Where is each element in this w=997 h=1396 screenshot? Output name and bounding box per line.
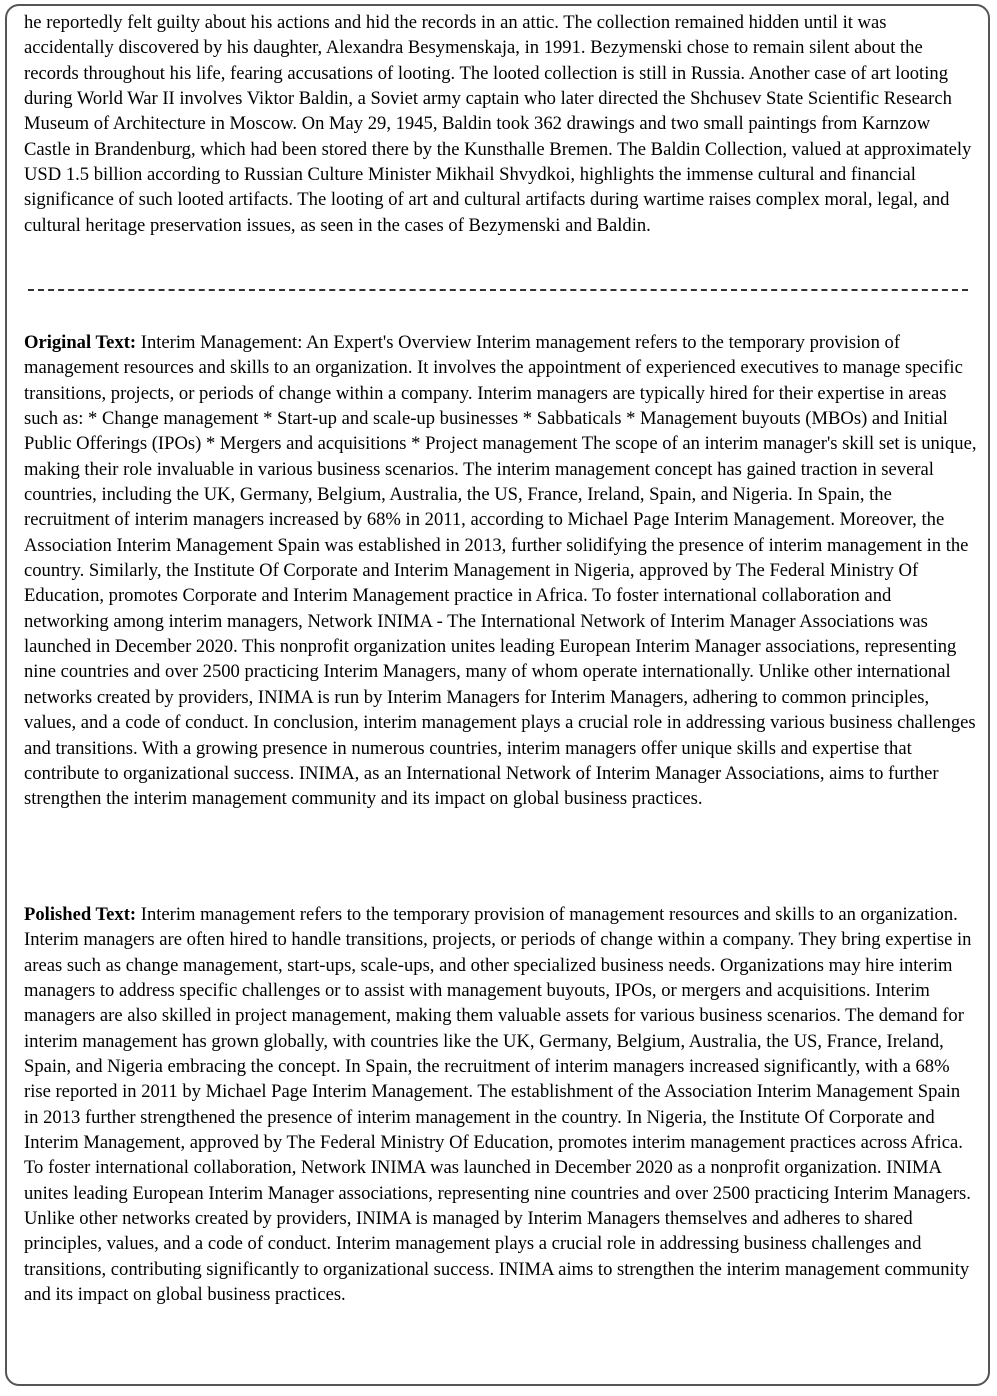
continuation-text: he reportedly felt guilty about his actions and hid the records in an attic. The collection remained hidden until it was accidentally discovered by his daughter, Alexandra Besymenskaja, in 1991. Bezymenski chose to remain silent about the records throughout his life, fearing accusations of looting. The looted collection is still in Russia. Another case of art looting during World War II involves Viktor Baldin, a Soviet army captain who later directed the Shchusev State Scientific Research Museum of Architecture in Moscow. On May 29, 1945, Baldin took 362 drawings and two small paintings from Karnzow Castle in Brandenburg, which had been stored there by the Kunsthalle Bremen. The Baldin Collection, valued at approximately USD 1.5 billion according to Russian Culture Minister Mikhail Shvydkoi, highlights the immense cultural and financial significance of such looted artifacts. The looting of art and cultural artifacts during wartime raises complex moral, legal, and cultural heritage preservation issues, as seen in the cases of Bezymenski and Baldin. xyxy=(24,12,972,236)
polished-text-section xyxy=(24,902,979,1308)
polished-text-body: Interim management refers to the temporary provision of management resources and skills to an organization. Interim managers are often hired to handle transitions, projects, or periods of change within a company. They bring expertise in areas such as change management, start-ups, scale-ups, and other specialized business needs. Organizations may hire interim managers to address specific challenges or to assist with management buyouts, IPOs, or mergers and acquisitions. Interim managers are also skilled in project management, making them valuable assets for various business scenarios. The demand for interim management has grown globally, with countries like the UK, Germany, Belgium, Australia, the US, France, Ireland, Spain, and Nigeria embracing the concept. In Spain, the recruitment of interim managers increased significantly, with a 68% rise reported in 2011 by Michael Page Interim Management. The establishment of the Association Interim Management Spain in 2013 further strengthened the presence of interim management in the country. In Nigeria, the Institute Of Corporate and Interim Management, approved by The Federal Ministry Of Education, promotes interim management practices across Africa. To foster international collaboration, Network INIMA was launched in December 2020 as a nonprofit organization. INIMA unites leading European Interim Manager associations, representing nine countries and over 2500 practicing Interim Managers. Unlike other networks created by providers, INIMA is managed by Interim Managers themselves and adheres to shared principles, values, and a code of conduct. Interim management plays a crucial role in addressing business challenges and transitions, contributing significantly to organizational success. INIMA aims to strengthen the interim management community and its impact on global business practices. xyxy=(24,904,972,1306)
polished-text-label: Polished Text: xyxy=(24,904,137,925)
dashed-separator xyxy=(28,289,968,291)
original-text-body: Interim Management: An Expert's Overview Interim management refers to the temporary provision of management resources and skills to an organization. It involves the appointment of experienced executives to manage specific transitions, projects, or periods of change within a company. Interim managers are typically hired for their expertise in areas such as: * Change management * Start-up and scale-up businesses * Sabbaticals * Management buyouts (MBOs) and Initial Public Offerings (IPOs) * Mergers and acquisitions * Project management The scope of an interim manager's skill set is unique, making their role invaluable in various business scenarios. The interim management concept has gained traction in several countries, including the UK, Germany, Belgium, Australia, the US, France, Ireland, Spain, and Nigeria. In Spain, the recruitment of interim managers increased by 68% in 2011, according to Michael Page Interim Management. Moreover, the Association Interim Management Spain was established in 2013, further solidifying the presence of interim management in the country. Similarly, the Institute Of Corporate and Interim Management in Nigeria, approved by The Federal Ministry Of Education, promotes Corporate and Interim Management practice in Africa. To foster international collaboration and networking among interim managers, Network INIMA - The International Network of Interim Manager Associations was launched in December 2020. This nonprofit organization unites leading European Interim Manager associations, representing nine countries and over 2500 practicing Interim Managers, many of whom operate internationally. Unlike other international networks created by providers, INIMA is run by Interim Managers for Interim Managers, adhering to common principles, values, and a code of conduct. In conclusion, interim management plays a crucial role in addressing various business challenges and transitions. With a growing presence in numerous countries, interim managers offer unique skills and expertise that contribute to organizational success. INIMA, as an International Network of Interim Manager Associations, aims to further strengthen the interim management community and its impact on global business practices. xyxy=(24,332,977,810)
original-text-paragraph xyxy=(24,330,979,812)
original-text-section xyxy=(24,330,979,812)
original-text-label: Original Text: xyxy=(24,332,137,353)
continuation-paragraph xyxy=(24,10,979,238)
polished-text-paragraph xyxy=(24,902,979,1308)
